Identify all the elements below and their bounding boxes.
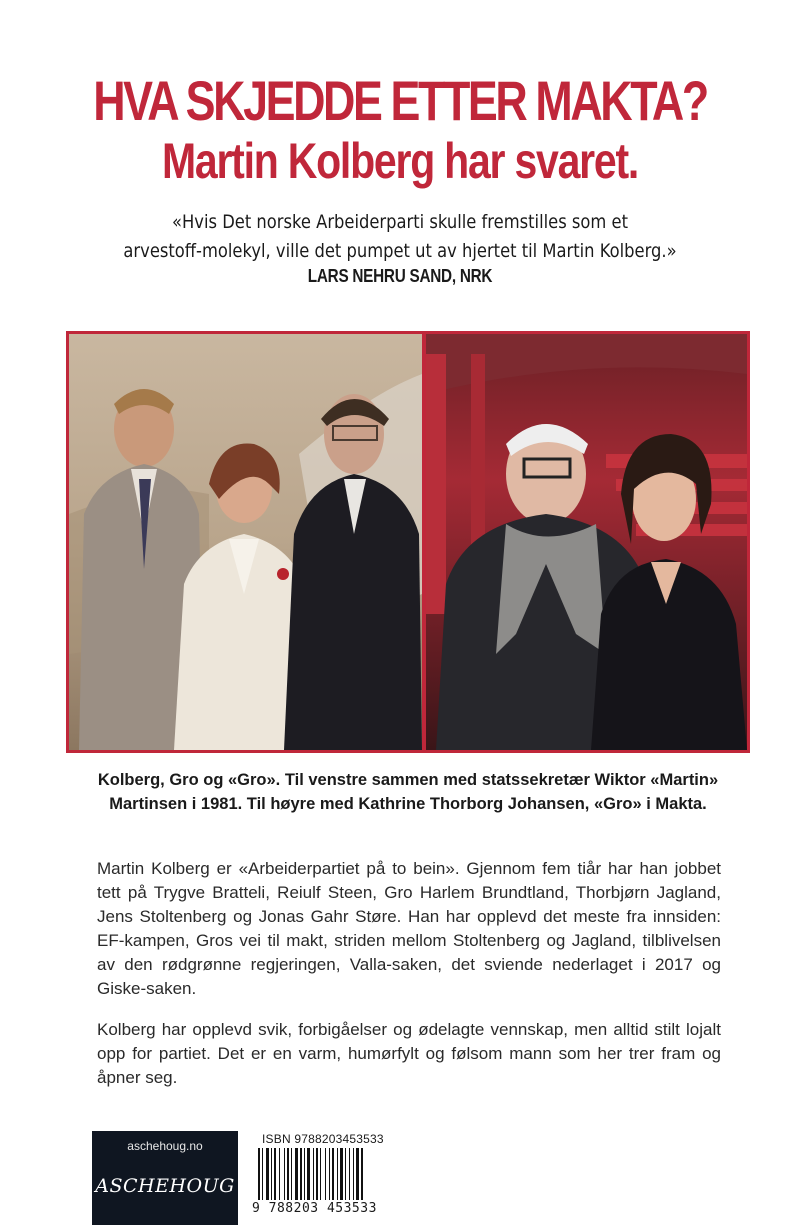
caption-line-2: Martinsen i 1981. Til høyre med Kathrine Thorborg Johansen, «Gro» i Makta.: [109, 795, 707, 813]
quote-line-1: «Hvis Det norske Arbeiderparti skulle fremstilles som et: [171, 211, 629, 233]
photo-1981-group: [69, 334, 422, 750]
barcode-digits: 9 788203 453533: [252, 1201, 377, 1216]
headline-line-2: Martin Kolberg har svaret.: [161, 133, 639, 189]
blurb-quote: [56, 208, 744, 266]
photo-left-image: [69, 334, 422, 750]
publisher-logo: ASCHEHOUG: [95, 1175, 235, 1197]
caption-line-1: Kolberg, Gro og «Gro». Til venstre sammen med statssekretær Wiktor «Martin»: [97, 771, 719, 789]
publisher-url: aschehoug.no: [127, 1139, 203, 1153]
quote-line-2: arvestoff-molekyl, ville det pumpet ut av hjertet til Martin Kolberg.»: [123, 240, 677, 262]
description-paragraph-2: Kolberg har opplevd svik, forbigåelser og ødelagte vennskap, men alltid stilt lojalt opp for partiet. Det er en varm, humørfylt og følsom mann som her trer fram og åpner seg.: [97, 1020, 721, 1087]
isbn-label: ISBN 9788203453533: [262, 1132, 384, 1146]
photo-frame: [66, 331, 750, 753]
barcode-icon: [256, 1148, 394, 1200]
description-paragraph-1: Martin Kolberg er «Arbeiderpartiet på to bein». Gjennom fem tiår har han jobbet tett på Trygve Bratteli, Reiulf Steen, Gro Harlem Brundtland, Thorbjørn Jagland, Jens Stoltenberg og Jonas Gahr Støre. Han har opplevd det meste fra innsiden: EF-kampen, Gros vei til makt, striden mellom Stoltenberg og Jagland, tilblivelsen av den rødgrønne regjeringen, Valla-saken, det sviende nederlaget i 2017 og Giske-saken.: [97, 859, 721, 998]
quote-author: LARS NEHRU SAND, NRK: [307, 266, 493, 286]
photo-right-image: [426, 334, 747, 750]
photo-makta-premiere: [426, 334, 747, 750]
headline-line-1: HVA SKJEDDE ETTER MAKTA?: [93, 69, 707, 132]
publisher-badge: [92, 1131, 238, 1225]
photo-caption: [66, 768, 750, 816]
